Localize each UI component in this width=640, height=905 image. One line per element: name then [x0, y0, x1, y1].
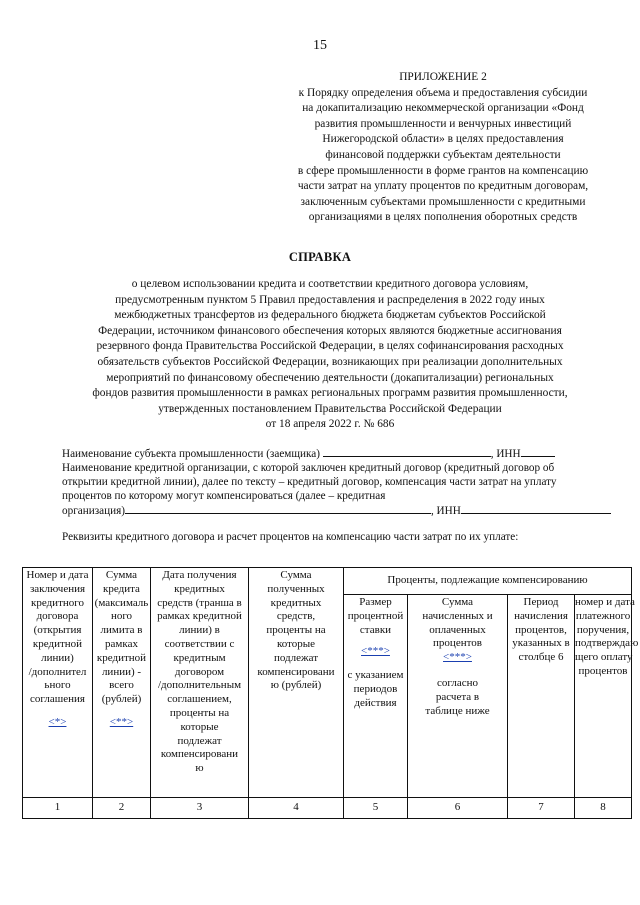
borrower-inn-field[interactable]: [521, 446, 555, 457]
appendix-line: развития промышленности и венчурных инвестиций: [314, 117, 572, 130]
footnote-link[interactable]: <***>: [443, 651, 472, 664]
subtitle-line: от 18 апреля 2022 г. № 686: [265, 418, 395, 431]
subtitle-line: предусмотренным пунктом 5 Правил предоставления и распределения в 2022 году иных: [115, 293, 545, 306]
footnote-link[interactable]: <**>: [109, 715, 134, 728]
column-number: 1: [23, 798, 93, 819]
appendix-block: [268, 70, 618, 226]
subtitle-line: фондов развития промышленности в рамках региональных программ развития промышленности,: [92, 387, 568, 400]
col-header-period: Период начисления процентов, указанных в столбце 6: [508, 595, 575, 798]
col-header-interest-sum: Сумма начисленных и оплаченных процентов <***> согласно расчета в таблице ниже: [408, 595, 508, 798]
column-number: 2: [93, 798, 151, 819]
appendix-line: на докапитализацию некоммерческой организации «Фонд: [302, 102, 584, 115]
col-header-amount: Сумма кредита (максималь ного лимита в рамках кредитной линии) - всего (рублей) <**>: [93, 568, 151, 798]
column-number: 7: [508, 798, 575, 819]
column-number: 5: [344, 798, 408, 819]
subtitle-line: о целевом использовании кредита и соответствии кредитного договора условиям,: [131, 278, 529, 290]
footnote-link[interactable]: <***>: [361, 645, 390, 658]
bank-row: [62, 503, 622, 518]
bank-label: организация): [62, 505, 125, 517]
inn-label: , ИНН: [430, 505, 461, 517]
bank-line: процентов по которому могут компенсироваться (далее – кредитная: [62, 490, 386, 502]
appendix-line: к Порядку определения объема и предоставления субсидии: [298, 86, 588, 99]
group-header-interest: Проценты, подлежащие компенсированию: [344, 568, 632, 595]
form-fields: [62, 446, 622, 518]
appendix-line: в сфере промышленности в форме грантов на компенсацию: [297, 164, 589, 177]
bank-inn-field[interactable]: [461, 503, 611, 514]
subtitle-line: Федерации, источником финансового обеспечения которых являются бюджетные ассигнования: [98, 324, 562, 337]
bank-name-field[interactable]: [125, 503, 431, 514]
header-row: [23, 568, 632, 595]
appendix-line: организациями в целях пополнения оборотных средств: [308, 211, 578, 224]
document-subtitle: [40, 277, 620, 433]
col-header-received: Сумма полученных кредитных средств, проценты на которые подлежат компенсировани ю (рублей): [249, 568, 344, 798]
appendix-line: заключенным субъектами промышленности с кредитными: [300, 195, 586, 208]
subtitle-line: резервного фонда Правительства Российской Федерации, в целях софинансирования расходных: [96, 340, 564, 353]
column-number: 6: [408, 798, 508, 819]
column-number: 3: [151, 798, 249, 819]
appendix-title: ПРИЛОЖЕНИЕ 2: [399, 71, 487, 83]
col-header-contract: Номер и дата заключения кредитного договора (открытия кредитной линии) /дополнител ьного соглашения <*>: [23, 568, 93, 798]
appendix-line: Нижегородской области» в целях предоставления: [322, 133, 564, 146]
appendix-line: финансовой поддержки субъектам деятельности: [325, 148, 561, 161]
page-number: 15: [313, 38, 327, 53]
subtitle-line: утвержденных постановлением Правительства Российской Федерации: [158, 402, 502, 415]
subtitle-line: мероприятий по финансовому обеспечению деятельности (докапитализации) региональных: [106, 371, 554, 384]
table-intro: Реквизиты кредитного договора и расчет процентов на компенсацию части затрат по их уплате:: [62, 531, 519, 543]
borrower-name-field[interactable]: [323, 446, 491, 457]
bank-line: Наименование кредитной организации, с которой заключен кредитный договор (кредитный договор об: [62, 462, 555, 474]
col-header-payment: номер и дата платежного поручения, подтверждаю щего оплату процентов: [575, 595, 632, 798]
subtitle-line: обязательств субъектов Российской Федерации, возникающих при реализации дополнительных: [97, 355, 563, 368]
col-header-rate: Размер процентной ставки <***> с указанием периодов действия: [344, 595, 408, 798]
column-number-row: [23, 798, 632, 819]
footnote-link[interactable]: <*>: [48, 715, 67, 728]
appendix-line: части затрат на уплату процентов по кредитным договорам,: [297, 180, 589, 193]
col-header-date: Дата получения кредитных средств (транша в рамках кредитной линии) в соответствии с кредитным договором /дополнительным соглашением, проценты на которые подлежат компенсировани ю: [151, 568, 249, 798]
bank-line: открытии кредитной линии), далее по тексту – кредитный договор, компенсация части затрат на уплату: [62, 476, 557, 488]
borrower-row: [62, 446, 622, 461]
borrower-label: Наименование субъекта промышленности (заемщика): [62, 448, 320, 460]
subtitle-line: межбюджетных трансфертов из федерального бюджета бюджетам субъектов Российской: [114, 309, 546, 322]
column-number: 4: [249, 798, 344, 819]
interest-table: [22, 567, 639, 819]
inn-label: , ИНН: [490, 448, 521, 460]
document-title: СПРАВКА: [288, 250, 352, 264]
column-number: 8: [575, 798, 632, 819]
